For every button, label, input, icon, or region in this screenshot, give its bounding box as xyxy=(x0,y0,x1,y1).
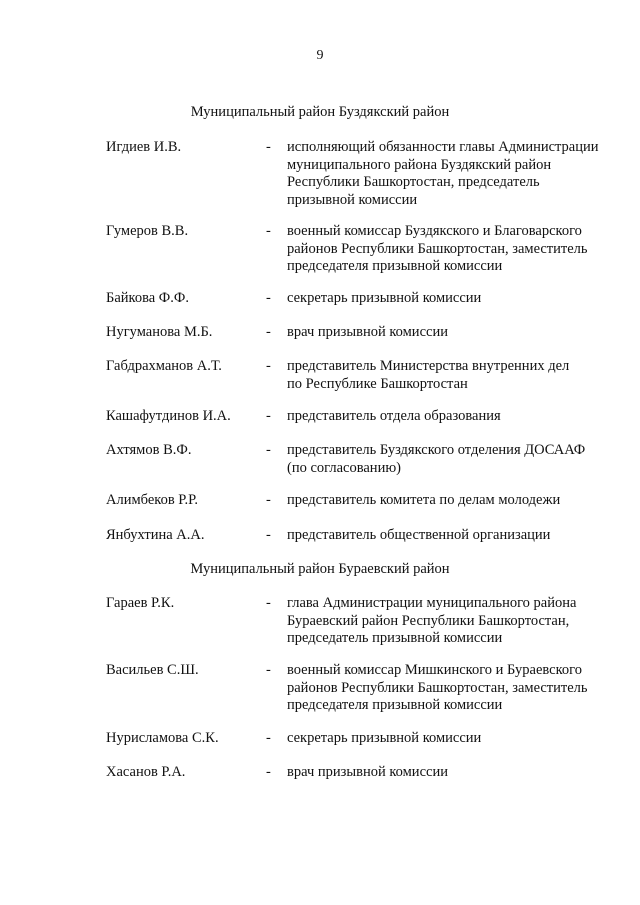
member-role xyxy=(287,662,627,715)
role-line: районов Республики Башкортостан, заместитель xyxy=(287,679,588,696)
role-line: председателя призывной комиссии xyxy=(287,258,503,274)
member-role xyxy=(287,324,627,342)
role-line: военный комиссар Мишкинского и Бураевского xyxy=(287,662,582,678)
member-role xyxy=(287,527,627,545)
member-role xyxy=(287,139,627,209)
role-line: представитель отдела образования xyxy=(287,408,501,424)
member-name: Габдрахманов А.Т. xyxy=(106,358,222,374)
member-role xyxy=(287,408,627,426)
role-line: врач призывной комиссии xyxy=(287,324,448,340)
member-role xyxy=(287,492,627,510)
member-dash: - xyxy=(266,223,271,239)
role-line: врач призывной комиссии xyxy=(287,764,448,780)
member-name: Нугуманова М.Б. xyxy=(106,324,213,340)
member-name: Гараев Р.К. xyxy=(106,595,175,611)
member-dash: - xyxy=(266,442,271,458)
role-line: представитель Буздякского отделения ДОСААФ xyxy=(287,442,586,458)
role-line: военный комиссар Буздякского и Благоварского xyxy=(287,223,582,239)
member-dash: - xyxy=(266,358,271,374)
role-line: районов Республики Башкортостан, заместитель xyxy=(287,240,588,257)
member-name: Ахтямов В.Ф. xyxy=(106,442,192,458)
role-line: председателя призывной комиссии xyxy=(287,697,503,713)
member-dash: - xyxy=(266,408,271,424)
member-dash: - xyxy=(266,324,271,340)
member-role xyxy=(287,730,627,748)
role-line: представитель Министерства внутренних дел xyxy=(287,358,570,374)
member-dash: - xyxy=(266,595,271,611)
role-line: исполняющий обязанности главы Администрации xyxy=(287,139,599,155)
role-line: по Республике Башкортостан xyxy=(287,375,468,392)
member-dash: - xyxy=(266,139,271,155)
role-line: Бураевский район Республики Башкортостан, xyxy=(287,612,570,629)
member-name: Васильев С.Ш. xyxy=(106,662,199,678)
section-title-buzdyak: Муниципальный район Буздякский район xyxy=(190,104,450,120)
member-name: Игдиев И.В. xyxy=(106,139,182,155)
member-name: Гумеров В.В. xyxy=(106,223,189,239)
member-dash: - xyxy=(266,290,271,306)
role-line: секретарь призывной комиссии xyxy=(287,290,482,306)
role-line: призывной комиссии xyxy=(287,191,418,208)
role-line: секретарь призывной комиссии xyxy=(287,730,482,746)
member-role xyxy=(287,223,627,276)
role-line: глава Администрации муниципального района xyxy=(287,595,577,611)
member-name: Хасанов Р.А. xyxy=(106,764,186,780)
member-name: Кашафутдинов И.А. xyxy=(106,408,231,424)
page-number: 9 xyxy=(316,48,324,63)
member-role xyxy=(287,358,627,393)
member-role xyxy=(287,595,627,648)
member-dash: - xyxy=(266,492,271,508)
member-role xyxy=(287,290,627,308)
member-name: Янбухтина А.А. xyxy=(106,527,205,543)
role-line: Республики Башкортостан, председатель xyxy=(287,174,540,190)
role-line: (по согласованию) xyxy=(287,459,401,476)
role-line: председатель призывной комиссии xyxy=(287,630,503,646)
member-role xyxy=(287,764,627,782)
member-name: Байкова Ф.Ф. xyxy=(106,290,189,306)
member-dash: - xyxy=(266,662,271,678)
role-line: представитель комитета по делам молодежи xyxy=(287,492,561,508)
role-line: представитель общественной организации xyxy=(287,527,551,543)
member-dash: - xyxy=(266,730,271,746)
member-dash: - xyxy=(266,527,271,543)
role-line: муниципального района Буздякский район xyxy=(287,156,552,173)
member-name: Алимбеков Р.Р. xyxy=(106,492,199,508)
member-name: Нурисламова С.К. xyxy=(106,730,219,746)
member-role xyxy=(287,442,627,477)
section-title-buraevo: Муниципальный район Бураевский район xyxy=(190,561,450,577)
member-dash: - xyxy=(266,764,271,780)
